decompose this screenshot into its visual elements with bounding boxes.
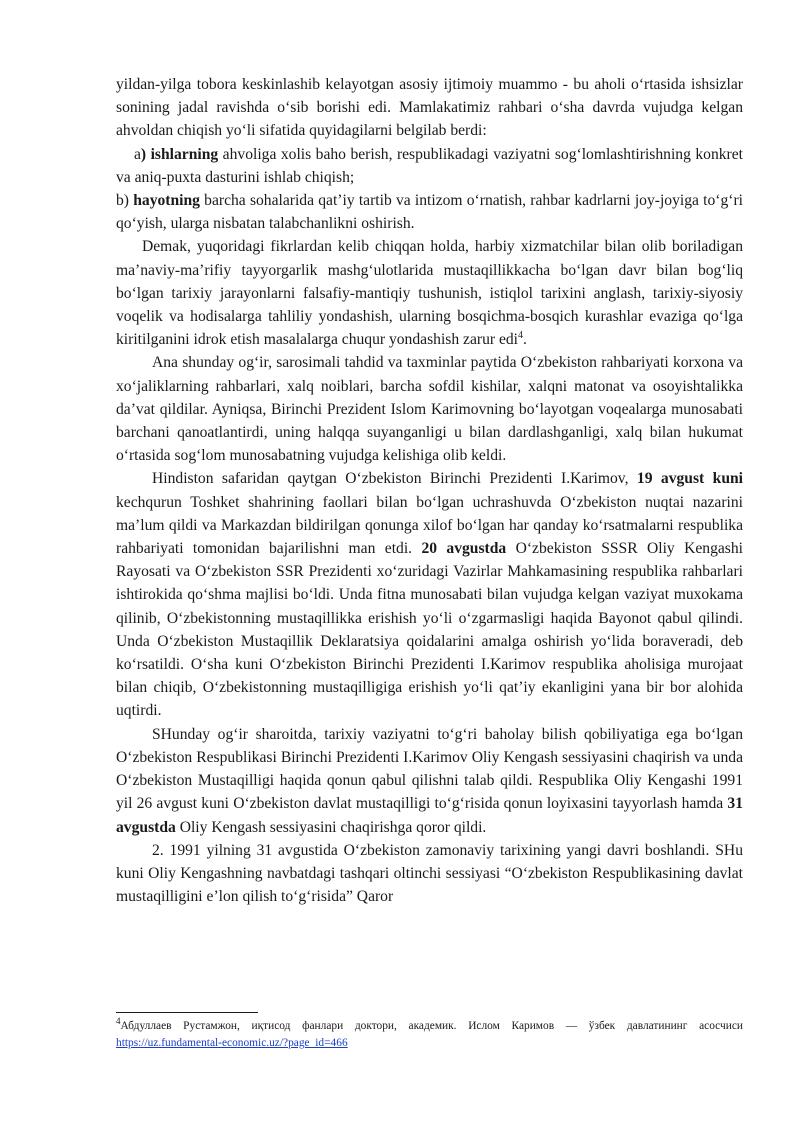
paragraph xyxy=(116,143,743,189)
paragraph xyxy=(116,351,743,467)
text-run: . xyxy=(523,331,527,349)
text-run: kechqurun Toshket shahrining faollari bilan bo‘lgan uchrashuvda O‘zbekiston nuqtai nazarini ma’lum qildi va Markazdan bildirilgan qonunga xilof bo‘lgan har qanday ko‘rsatmalarni respublika rahbariyati tomonidan bajarilishni man etdi. xyxy=(116,493,743,558)
paragraph xyxy=(116,839,743,909)
footnote-link[interactable]: https://uz.fundamental-economic.uz/?page_id=466 xyxy=(116,1037,348,1049)
bold-text: 31 avgustda xyxy=(116,795,743,836)
footnote-text: Абдуллаев Рустамжон, иқтисод фанлари доктори, академик. Ислом Каримов — ўзбек давлатининг асосчиси xyxy=(120,1020,743,1032)
footnote-text-line xyxy=(116,1018,743,1052)
paragraph xyxy=(116,189,743,235)
body-text xyxy=(116,73,743,908)
text-run: b) xyxy=(116,192,134,210)
bold-text: 19 avgust kuni xyxy=(636,470,743,488)
text-run: SHunday og‘ir sharoitda, tarixiy vaziyatni to‘g‘ri baholay bilish qobiliyatiga ega bo‘lgan O‘zbekiston Respublikasi Birinchi Prezidenti I.Karimov Oliy Kengash sessiyasini chaqirish va unda O‘zbekiston Mustaqilligi haqida qonun qabul qilishni talab qildi. Respublika Oliy Kengashi 1991 yil 26 avgust kuni O‘zbekiston davlat mustaqilligi to‘g‘risida qonun loyixasini tayyorlash hamda xyxy=(116,725,743,813)
bold-text: hayotning xyxy=(133,192,200,210)
text-run: 2. 1991 yilning 31 avgustida O‘zbekiston zamonaviy tarixining yangi davri boshlandi. SHu kuni Oliy Kengashning navbatdagi tashqari oltinchi sessiyasi “O‘zbekiston Respublikasining davlat mustaqilligini e’lon qilish to‘g‘risida” Qaror xyxy=(116,841,743,906)
text-run: Ana shunday og‘ir, sarosimali tahdid va taxminlar paytida O‘zbekiston rahbariyati korxona va xo‘jaliklarning rahbarlari, xalq noiblari, barcha sofdil kishilar, xalqni matonat va osoyishtalikka da’vat qildilar. Ayniqsa, Birinchi Prezident Islom Karimovning bo‘layotgan voqealarga munosabati barchani qanoatlantirdi, uning halqqa suyanganligi u bilan dardlashganligi, xalq bilan hukumat o‘rtasida sog‘lom munosabatning vujudga kelishiga olib keldi. xyxy=(116,354,743,465)
text-run: barcha sohalarida qat’iy tartib va intizom o‘rnatish, rahbar kadrlarni joy-joyiga to‘g‘ri qo‘yish, ularga nisbatan talabchanlikni oshirish. xyxy=(116,192,743,233)
text-run: Demak, yuqoridagi fikrlardan kelib chiqqan holda, harbiy xizmatchilar bilan olib boriladigan ma’naviy-ma’rifiy tayyorgarlik mashg‘ulotlarida mustaqillikkacha bo‘lgan davr bilan bog‘liq bo‘lgan tarixiy jarayonlarni falsafiy-mantiqiy tushunish, istiqlol tarixini anglash, tarixiy-siyosiy voqelik va hodisalarga tahliliy yondashish, ularning bosqichma-bosqich kurashlar evaziga qo‘lga kiritilganini idrok etish masalalarga chuqur yondashish zarur edi xyxy=(116,238,743,349)
text-run: ahvoliga xolis baho berish, respublikadagi vaziyatni sog‘lomlashtirishning konkret va aniq-puxta dasturini ishlab chiqish; xyxy=(116,145,743,186)
footnote-separator xyxy=(116,1012,258,1013)
paragraph xyxy=(116,73,743,143)
paragraph xyxy=(116,467,743,722)
footnote-number: 4 xyxy=(116,1016,121,1027)
text-run: yildan-yilga tobora keskinlashib kelayotgan asosiy ijtimoiy muammo - bu aholi o‘rtasida ishsizlar sonining jadal ravishda o‘sib borishi edi. Mamlakatimiz rahbari o‘sha davrda vujudga kelgan ahvoldan chiqish yo‘li sifatida quyidagilarni belgilab berdi: xyxy=(116,76,743,140)
footnote-reference: 4 xyxy=(518,330,524,342)
footnote xyxy=(116,1018,743,1052)
paragraph xyxy=(116,723,743,839)
text-run: Oliy Kengash sessiyasini chaqirishga qoror qildi. xyxy=(175,818,487,836)
text-run: O‘zbekiston SSSR Oliy Kengashi Rayosati va O‘zbekiston SSR Prezidenti xo‘zuridagi Vazirlar Mahkamasining respublika rahbarlari ishtirokida qo‘shma majlisi bo‘ldi. Unda fitna munosabati bilan vujudga kelgan vaziyat muxokama qilinib, O‘zbekistonning mustaqillikka erishish yo‘li o‘zgarmasligi haqida Bayonot qabul qilindi. Unda O‘zbekiston Mustaqillik Deklaratsiya qoidalarini amalga oshirish yo‘lida boraveradi, deb ko‘rsatildi. O‘sha kuni O‘zbekiston Birinchi Prezidenti I.Karimov respublika aholisiga murojaat bilan chiqib, O‘zbekistonning mustaqilligiga erishish yo‘li qat’iy ekanligini yana bir bor alohida uqtirdi. xyxy=(116,540,743,720)
paragraph xyxy=(116,235,743,351)
text-run: a xyxy=(134,145,141,163)
bold-text: ) ishlarning xyxy=(140,145,219,163)
bold-text: 20 avgustda xyxy=(421,540,507,558)
text-run: Hindiston safaridan qaytgan O‘zbekiston Birinchi Prezidenti I.Karimov, xyxy=(152,470,637,488)
